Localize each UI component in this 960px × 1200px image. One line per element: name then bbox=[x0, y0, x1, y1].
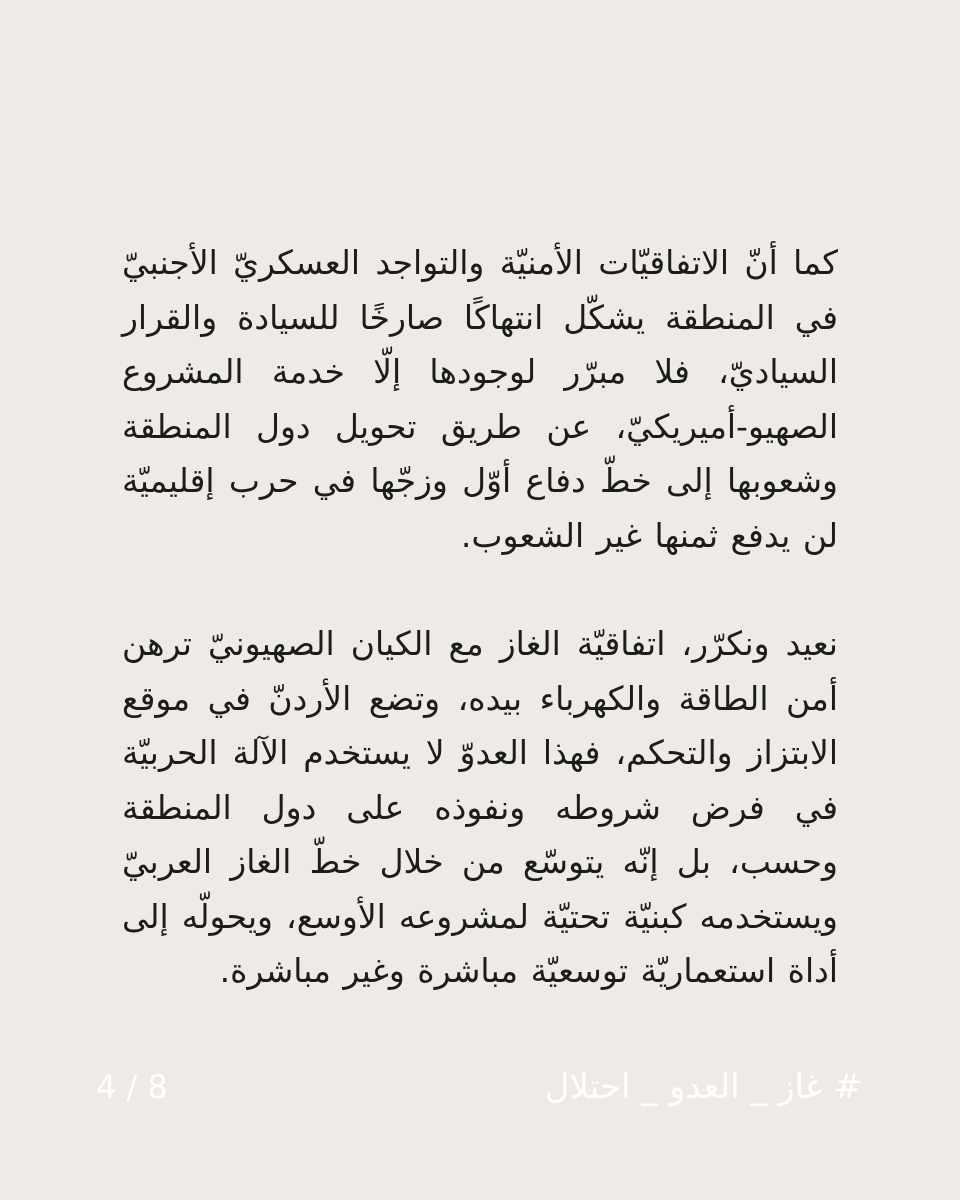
page-indicator: 4 / 8 bbox=[96, 1068, 168, 1106]
body-text bbox=[122, 236, 838, 999]
footer-hashtags: # غاز _ العدو _ احتلال bbox=[544, 1067, 862, 1107]
paragraph-2: نعيد ونكرّر، اتفاقيّة الغاز مع الكيان الصهيونيّ ترهن أمن الطاقة والكهرباء بيده، وتضع الأردنّ في موقع الابتزاز والتحكم، فهذا العدوّ لا يستخدم الآلة الحربيّة في فرض شروطه ونفوذه على دول المنطقة وحسب، بل إنّه يتوسّع من خلال خطّ الغاز العربيّ ويستخدمه كبنيّة تحتيّة لمشروعه الأوسع، ويحولّه إلى أداة استعماريّة توسعيّة مباشرة وغير مباشرة. bbox=[122, 624, 838, 990]
paragraph-1: كما أنّ الاتفاقيّات الأمنيّة والتواجد العسكريّ الأجنبيّ في المنطقة يشكّل انتهاكًا صارخًا للسيادة والقرار السياديّ، فلا مبرّر لوجودها إلّا خدمة المشروع الصهيو-أميريكيّ، عن طريق تحويل دول المنطقة وشعوبها إلى خطّ دفاع أوّل وزجّها في حرب إقليميّة لن يدفع ثمنها غير الشعوب. bbox=[122, 243, 838, 555]
